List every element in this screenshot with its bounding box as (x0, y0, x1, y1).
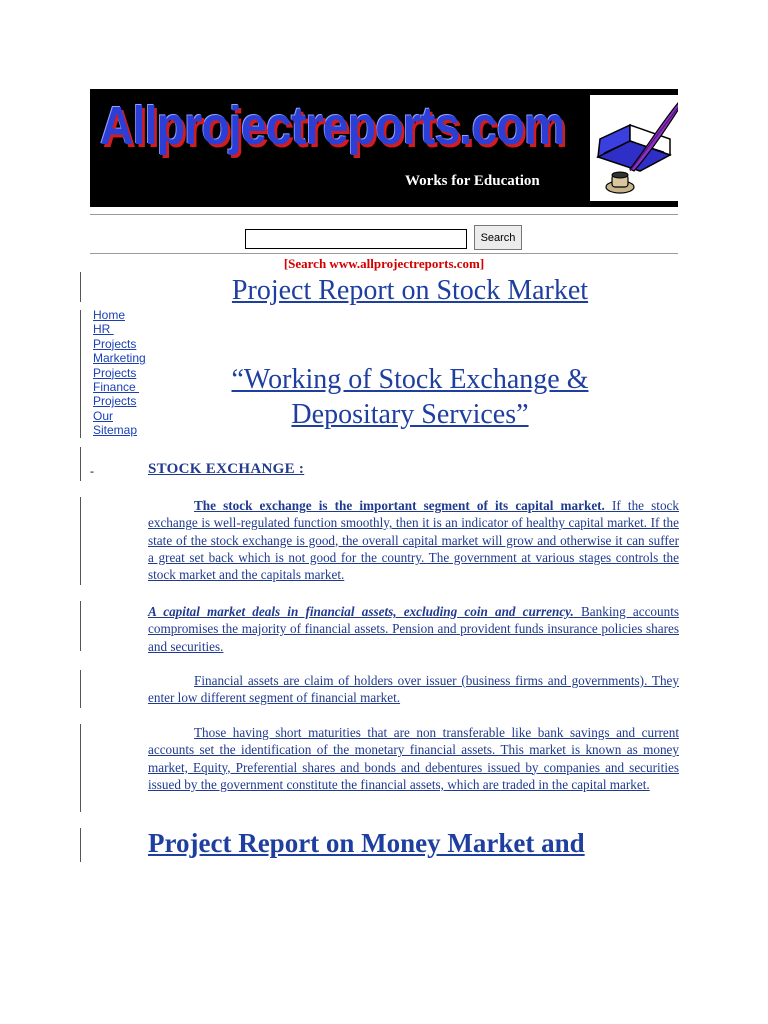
left-border (80, 601, 81, 651)
left-border (80, 447, 81, 481)
paragraph-stock-exchange (148, 497, 679, 583)
sidebar-link-sitemap[interactable]: Sitemap (93, 423, 138, 438)
sidebar-link-finance[interactable]: Finance (93, 380, 140, 395)
page-subtitle-line1: “Working of Stock Exchange & (231, 364, 589, 395)
sidebar-link-hr-projects[interactable]: Projects (93, 336, 137, 351)
site-tagline: Works for Education (405, 173, 540, 189)
dash-marker: - (90, 464, 94, 478)
paragraph-body: If the stock exchange is well-regulated function smoothly, then it is an indicator of healthy capital market. If the state of the stock exchange is good, the overall capital market will grow and otherwise it can suffer a great set back which is not good for the country. The government at various stages controls the stock market and the capitals market. (148, 498, 679, 583)
section-heading: STOCK EXCHANGE : (148, 461, 305, 477)
left-border (80, 497, 81, 585)
paragraph-lead: The stock exchange is the important segment of its capital market. (194, 498, 605, 513)
sidebar-link-hr[interactable]: HR (93, 322, 114, 337)
paragraph-body: Banking accounts compromises the majority of financial assets. Pension and provident funds insurance policies shares and securities. (148, 604, 680, 654)
book-quill-icon (590, 95, 678, 201)
sidebar-link-home[interactable]: Home (93, 308, 126, 322)
left-border (80, 272, 81, 302)
search-input[interactable] (245, 229, 467, 249)
left-border (80, 310, 81, 438)
paragraph-money-market: Those having short maturities that are non transferable like bank savings and current accounts set the identification of the monetary financial assets. This market is known as money market, Equity, Preferential shares and bonds and debentures issued by companies and securities issued by the government constitute the financial assets, which are traded in the capital market. (148, 725, 679, 792)
left-border (80, 724, 81, 812)
paragraph-financial-assets: Financial assets are claim of holders over issuer (business firms and governments). They enter low different segment of financial market. (148, 673, 679, 706)
page-subtitle (150, 362, 670, 432)
page-title: Project Report on Stock Market (231, 275, 589, 306)
site-logo-text: Allprojectreports.com (100, 96, 565, 156)
divider (90, 253, 678, 254)
site-banner[interactable] (90, 89, 678, 207)
left-border (80, 670, 81, 708)
page-subtitle-line2: Depositary Services” (291, 399, 529, 430)
search-caption: [Search www.allprojectreports.com] (283, 256, 485, 271)
search-button[interactable]: Search (474, 225, 522, 250)
paragraph-capital-market (148, 603, 679, 655)
paragraph-lead: A capital market deals in financial assets, excluding coin and currency. (148, 604, 574, 619)
left-border (80, 828, 81, 862)
sidebar-link-marketing[interactable]: Marketing (93, 351, 146, 366)
divider (90, 214, 678, 215)
sidebar-link-marketing-projects[interactable]: Projects (93, 365, 137, 380)
sidebar-link-our[interactable]: Our (93, 408, 114, 423)
next-report-heading: Project Report on Money Market and (148, 828, 585, 858)
sidebar-link-finance-projects[interactable]: Projects (93, 394, 137, 409)
